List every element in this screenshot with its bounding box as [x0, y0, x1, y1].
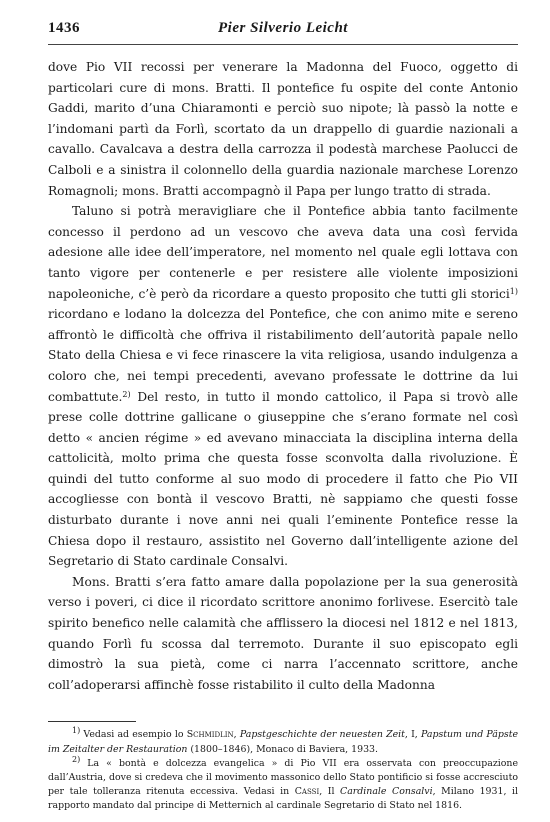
footnote-2-text-a: La « bontà e dolcezza evangelica » di Pio VII era osservata con preoccupazione dall’Austria, dove si credeva che il movimento massonico dello Stato pontificio si fosse accresciuto per tale tolleranza ritenuta eccessiva. Vedasi in [48, 757, 518, 798]
paragraph-2-part-b: ricordano e lodano la dolcezza del Pontefice, che con animo mite e sereno affrontò le difficoltà che offriva il ristabilimento dell’autorità papale nello Stato della Chiesa e vi fece rinascere la vita religiosa, usando indulgenza a coloro che, nei tempi precedenti, avevano professate le dottrine da lui combattute. [48, 307, 518, 404]
paragraph-1: dove Pio VII recossi per venerare la Madonna del Fuoco, oggetto di particolari cure di mons. Bratti. Il pontefice fu ospite del conte Antonio Gaddi, marito d’una Chiaramonti e perciò suo nipote; là passò la notte e l’indomani partì da Forlì, scortato da un drappello di guardie nazionali a cavallo. Cavalcava a destra della carrozza il podestà marchese Paolucci de Calboli e a sinistra il colonnello della guardia nazionale marchese Lorenzo Romagnoli; mons. Bratti accompagnò il Papa per lungo tratto di strada. [48, 60, 518, 198]
footnote-1-text-a: Vedasi ad esempio lo [80, 729, 187, 741]
page-number: 1436 [48, 20, 80, 36]
footnote-2-text-b: , Il [319, 786, 341, 798]
footnote-2-author: Cassi [294, 786, 320, 798]
footnote-ref-2: 2) [122, 389, 131, 399]
paragraph-2-part-a: Taluno si potrà meravigliare che il Pontefice abbia tanto facilmente concesso il perdono ad un vescovo che aveva data una così fervida adesione alle idee dell’imperatore, nel momento nel quale egli lottava con tanto vigore per contenerle e per resistere alle violente imposizioni napoleoniche, c’è però da ricordare a questo proposito che tutti gli storici [48, 204, 518, 301]
body-text [48, 57, 518, 695]
footnote-1-text-b: , [233, 729, 240, 741]
footnote-1-text-d: (1800–1846), Monaco di Baviera, 1933. [187, 743, 378, 755]
running-head-author: Pier Silverio Leicht [218, 20, 348, 36]
footnote-2-title: Cardinale Consalvi [340, 786, 433, 798]
footnote-1-text-c: , I, [404, 729, 421, 741]
footnote-2-mark: 2) [72, 754, 81, 764]
footnote-ref-1: 1) [509, 286, 518, 296]
running-head [48, 18, 518, 45]
paragraph-2-part-c: Del resto, in tutto il mondo cattolico, il Papa si trovò alle prese colle dottrine gallicane o giuseppine che s’erano formate nel così detto « ancien régime » ed avevano minacciata la disciplina interna della cattolicità, molto prima che questa fosse sconvolta dalla rivoluzione. È quindi del tutto conforme al suo modo di procedere il fatto che Pio VII accogliesse con bontà il vescovo Bratti, nè sappiamo che questi fosse disturbato durante i nove anni nei quali l’eminente Pontefice resse la Chiesa dopo il restauro, assistito nel Governo dall’intelligente azione del Segretario di Stato cardinale Consalvi. [48, 389, 518, 569]
footnote-1-mark: 1) [72, 726, 81, 736]
footnote-rule [48, 721, 136, 722]
footnote-1-title: Papstgeschichte der neuesten Zeit [239, 729, 405, 741]
footnote-1 [48, 728, 518, 756]
footnote-1-title-2: Papstum und Päpste im Zeitalter der Restauration [48, 729, 519, 755]
book-page [48, 18, 518, 814]
footnote-2-text-c: , Milano 1931, il rapporto mandato dal principe di Metternich al cardinale Segretario di Stato nel 1816. [48, 786, 518, 812]
footnote-2 [48, 754, 518, 814]
footnote-1-author: Schmidlin [186, 729, 234, 741]
footnotes [48, 728, 518, 813]
paragraph-3: Mons. Bratti s’era fatto amare dalla popolazione per la sua generosità verso i poveri, ci dice il ricordato scrittore anonimo forlivese. Esercitò tale spirito benefico nelle calamità che afflissero la diocesi nel 1812 e nel 1813, quando Forlì fu scossa dal terremoto. Durante il suo episcopato egli dimostrò la sua pietà, come ci narra l’accennato scrittore, anche coll’adoperarsi affinchè fosse ristabilito il culto della Madonna [48, 574, 518, 692]
paragraph-2 [48, 201, 518, 572]
